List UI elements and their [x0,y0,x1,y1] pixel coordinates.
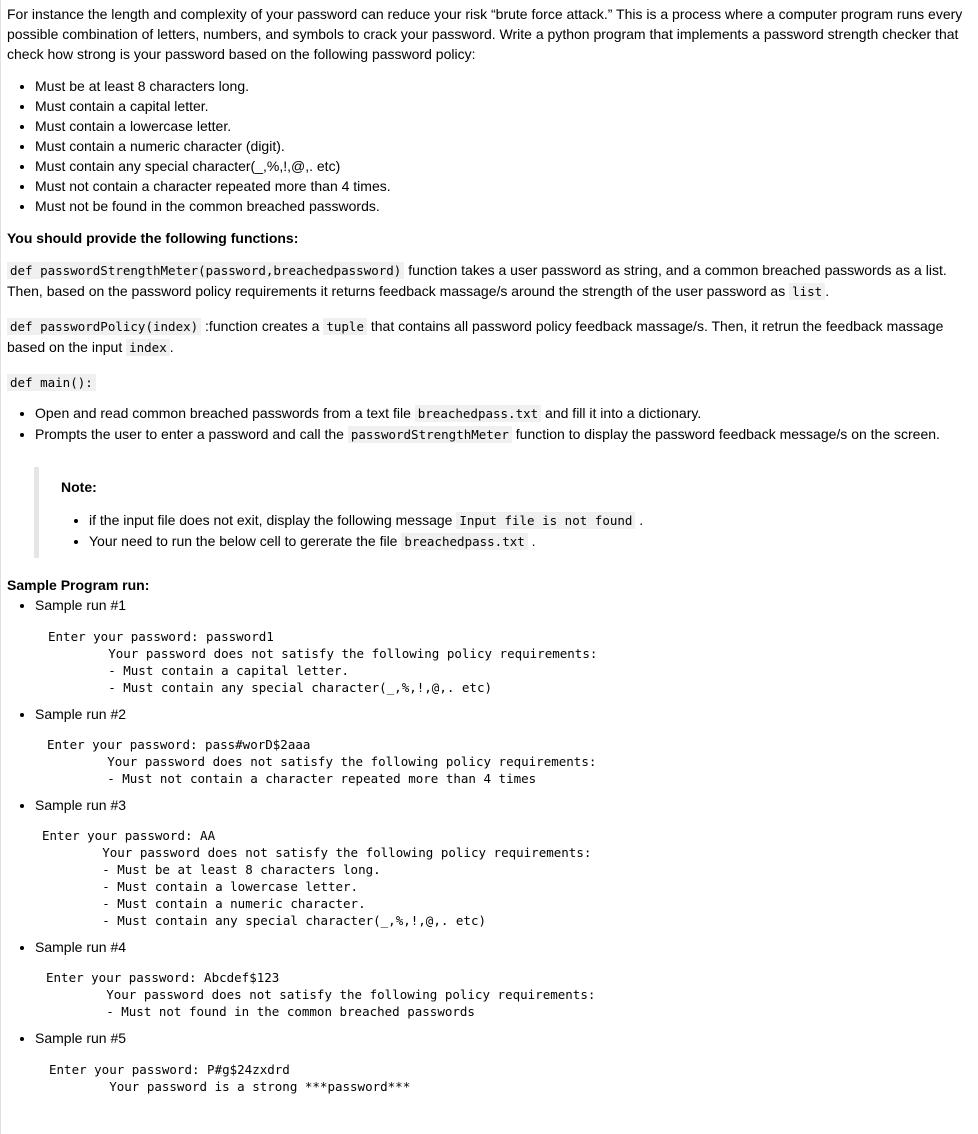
sample-run-label: Sample run #5 [35,1030,127,1046]
item-text: Open and read common breached passwords from a text file [35,405,415,421]
fn-password-policy [7,316,969,358]
left-border [0,0,1,1134]
policy-item: • Must contain a capital letter. [35,96,969,116]
sample-run-output: Enter your password: password1 Your password does not satisfy the following policy requirements: - Must contain a capital letter. - Must contain any special character(_,%,!,@,. etc) [48,629,598,695]
item-text: Your need to run the below cell to gererate the file [89,533,402,549]
inline-code: passwordStrengthMeter [348,426,512,443]
sample-run [35,704,969,787]
sample-run-label: Sample run #3 [35,797,127,813]
item-text: function to display the password feedback message/s on the screen. [511,426,940,442]
policy-item: • Must contain a numeric character (digit). [35,136,969,156]
sample-runs-list [7,595,969,1095]
sample-run-label: Sample run #2 [35,706,127,722]
note-list [61,510,969,552]
sample-run-output-block [49,1061,969,1095]
sample-run-label: Sample run #4 [35,939,127,955]
sample-run-output-block [48,628,969,696]
sample-run-output: Enter your password: pass#worD$2aaa Your password does not satisfy the following policy requirements: - Must not contain a character repeated more than 4 times [47,737,597,786]
item-text: . [635,512,644,528]
note-title: Note: [61,479,97,495]
fn-description-end: . [169,339,174,355]
sample-run-output-block [46,969,969,1020]
policy-item: • Must contain any special character(_,%,!,@,. etc) [35,156,969,176]
fn-password-strength-meter [7,260,969,302]
assignment-content [7,4,969,1103]
item-text: . [527,533,536,549]
main-requirement-item [35,424,969,445]
note-item [89,531,969,552]
fn-description: function takes a user password as string, and a common breached passwords as a list. Then, based on the password policy requirements it returns feedback massage/s around the strength of the user password as [7,262,947,299]
sample-run-output: Enter your password: P#g$24zxdrd Your password is a strong ***password*** [49,1062,411,1094]
sample-run [35,795,969,929]
inline-code: index [126,339,170,356]
sample-run [35,937,969,1020]
note-blockquote [34,467,969,558]
sample-heading: Sample Program run: [7,577,150,593]
sample-run-label: Sample run #1 [35,597,127,613]
inline-code: breachedpass.txt [401,533,527,550]
sample-run-output-block [47,736,969,787]
policy-item: • Must not contain a character repeated more than 4 times. [35,176,969,196]
sample-run [35,1028,969,1095]
item-text: if the input file does not exit, display the following message [89,512,457,528]
fn-description: that contains all password policy feedback massage/s. Then, it retrun the feedback massage based on the input [7,318,944,355]
inline-code: tuple [323,318,367,335]
item-text: Prompts the user to enter a password and call the [35,426,348,442]
main-requirements-list [7,403,969,445]
sample-run [35,595,969,696]
policy-item: • Must be at least 8 characters long. [35,76,969,96]
sample-run-output-block [42,827,969,929]
fn-signature-code: def main(): [7,374,96,391]
policy-list [7,76,969,216]
fn-signature-code: def passwordPolicy(index) [7,318,201,335]
fn-signature-code: def passwordStrengthMeter(password,breachedpassword) [7,262,404,279]
policy-item: • Must contain a lowercase letter. [35,116,969,136]
item-text: and fill it into a dictionary. [541,405,702,421]
fn-description: :function creates a [201,318,324,334]
fn-main [7,372,969,393]
sample-run-output: Enter your password: AA Your password does not satisfy the following policy requirements: - Must be at least 8 characters long. - Must contain a lowercase letter. - Must contain a numeric character. - Must contain any special character(_,%,!,@,. etc) [42,828,592,928]
inline-code: Input file is not found [456,512,635,529]
main-requirement-item [35,403,969,424]
sample-run-output: Enter your password: Abcdef$123 Your password does not satisfy the following policy requirements: - Must not found in the common breached passwords [46,970,596,1019]
inline-code: list [789,283,825,300]
functions-heading: You should provide the following functions: [7,230,299,246]
note-item [89,510,969,531]
fn-description-end: . [825,283,830,299]
intro-paragraph: For instance the length and complexity of your password can reduce your risk “brute force attack.” This is a process where a computer program runs every possible combination of letters, numbers, and symbols to crack your password. Write a python program that implements a password strength checker that check how strong is your password based on the following password policy: [7,6,963,62]
inline-code: breachedpass.txt [415,405,541,422]
policy-item: • Must not be found in the common breached passwords. [35,196,969,216]
